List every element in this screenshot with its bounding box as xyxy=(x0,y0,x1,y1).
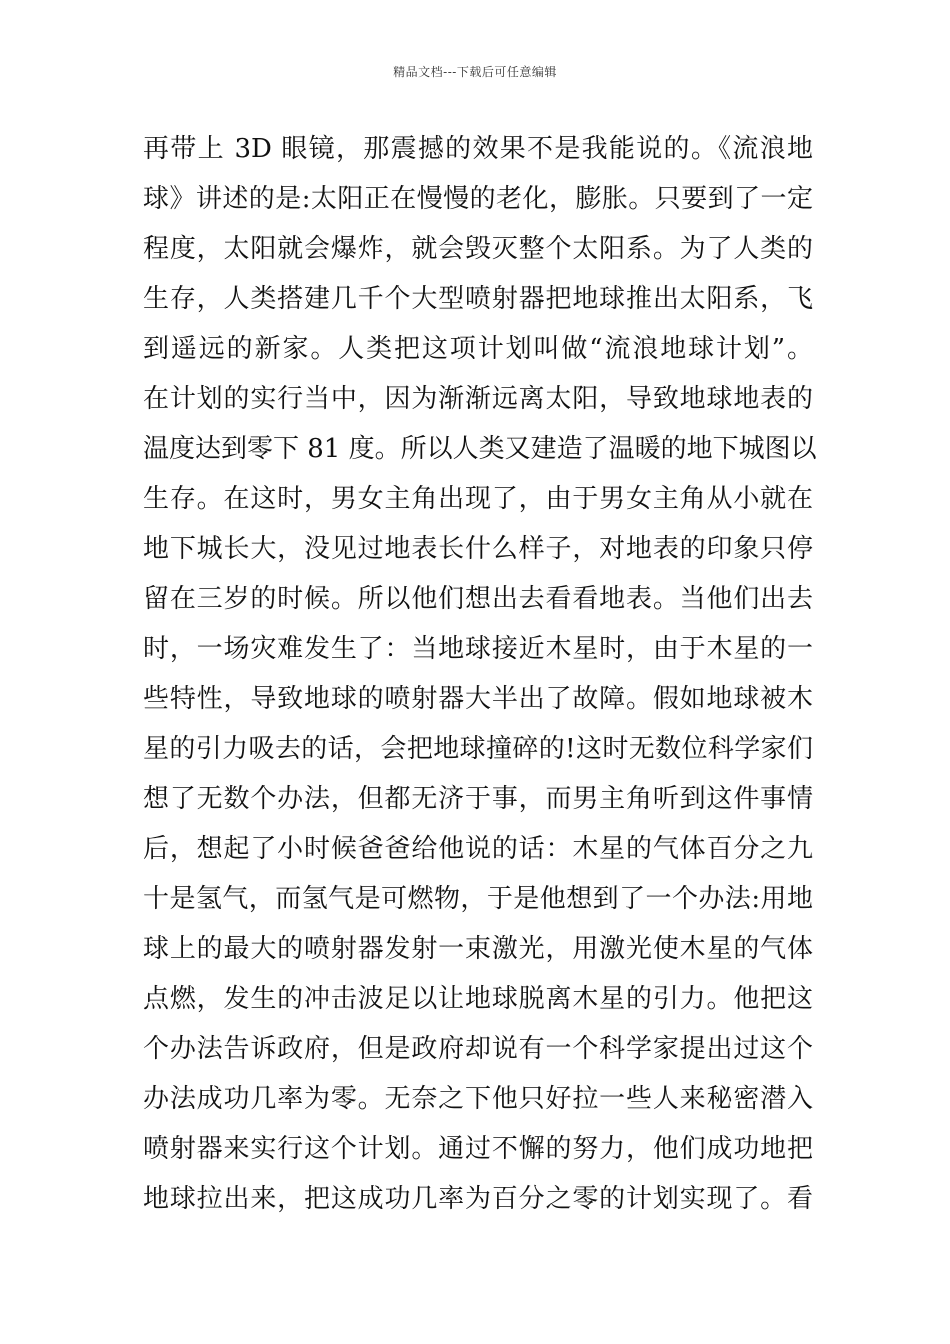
text-line: 球》讲述的是:太阳正在慢慢的老化，膨胀。只要到了一定 xyxy=(143,184,813,214)
text-line: 地球拉出来，把这成功几率为百分之零的计划实现了。看 xyxy=(143,1184,813,1214)
text-line: 生存。在这时，男女主角出现了，由于男女主角从小就在 xyxy=(143,484,813,514)
text-line: 个办法告诉政府，但是政府却说有一个科学家提出过这个 xyxy=(143,1034,813,1064)
text-line: 后，想起了小时候爸爸给他说的话：木星的气体百分之九 xyxy=(143,834,813,864)
text-line: 想了无数个办法，但都无济于事，而男主角听到这件事情 xyxy=(143,784,813,814)
text-line: 十是氢气，而氢气是可燃物，于是他想到了一个办法:用地 xyxy=(143,884,813,914)
text-line: 温度达到零下 81 度。所以人类又建造了温暖的地下城图以 xyxy=(143,434,817,464)
text-line: 喷射器来实行这个计划。通过不懈的努力，他们成功地把 xyxy=(143,1134,813,1164)
body-paragraph xyxy=(143,124,817,1224)
text-line: 程度，太阳就会爆炸，就会毁灭整个太阳系。为了人类的 xyxy=(143,234,813,264)
text-line: 再带上 3D 眼镜，那震撼的效果不是我能说的。《流浪地 xyxy=(143,134,813,164)
text-line: 些特性，导致地球的喷射器大半出了故障。假如地球被木 xyxy=(143,684,813,714)
text-line: 星的引力吸去的话，会把地球撞碎的!这时无数位科学家们 xyxy=(143,734,813,764)
text-line: 在计划的实行当中，因为渐渐远离太阳，导致地球地表的 xyxy=(143,384,813,414)
text-line: 地下城长大，没见过地表长什么样子，对地表的印象只停 xyxy=(143,534,813,564)
text-line: 球上的最大的喷射器发射一束激光，用激光使木星的气体 xyxy=(143,934,813,964)
text-line: 时，一场灾难发生了：当地球接近木星时，由于木星的一 xyxy=(143,634,813,664)
text-line: 办法成功几率为零。无奈之下他只好拉一些人来秘密潜入 xyxy=(143,1084,813,1114)
text-line: 留在三岁的时候。所以他们想出去看看地表。当他们出去 xyxy=(143,584,813,614)
text-line: 到遥远的新家。人类把这项计划叫做“流浪地球计划”。 xyxy=(143,334,813,364)
text-line: 点燃，发生的冲击波足以让地球脱离木星的引力。他把这 xyxy=(143,984,813,1014)
text-line: 生存，人类搭建几千个大型喷射器把地球推出太阳系，飞 xyxy=(143,284,813,314)
page-header: 精品文档---下载后可任意编辑 xyxy=(393,65,557,79)
